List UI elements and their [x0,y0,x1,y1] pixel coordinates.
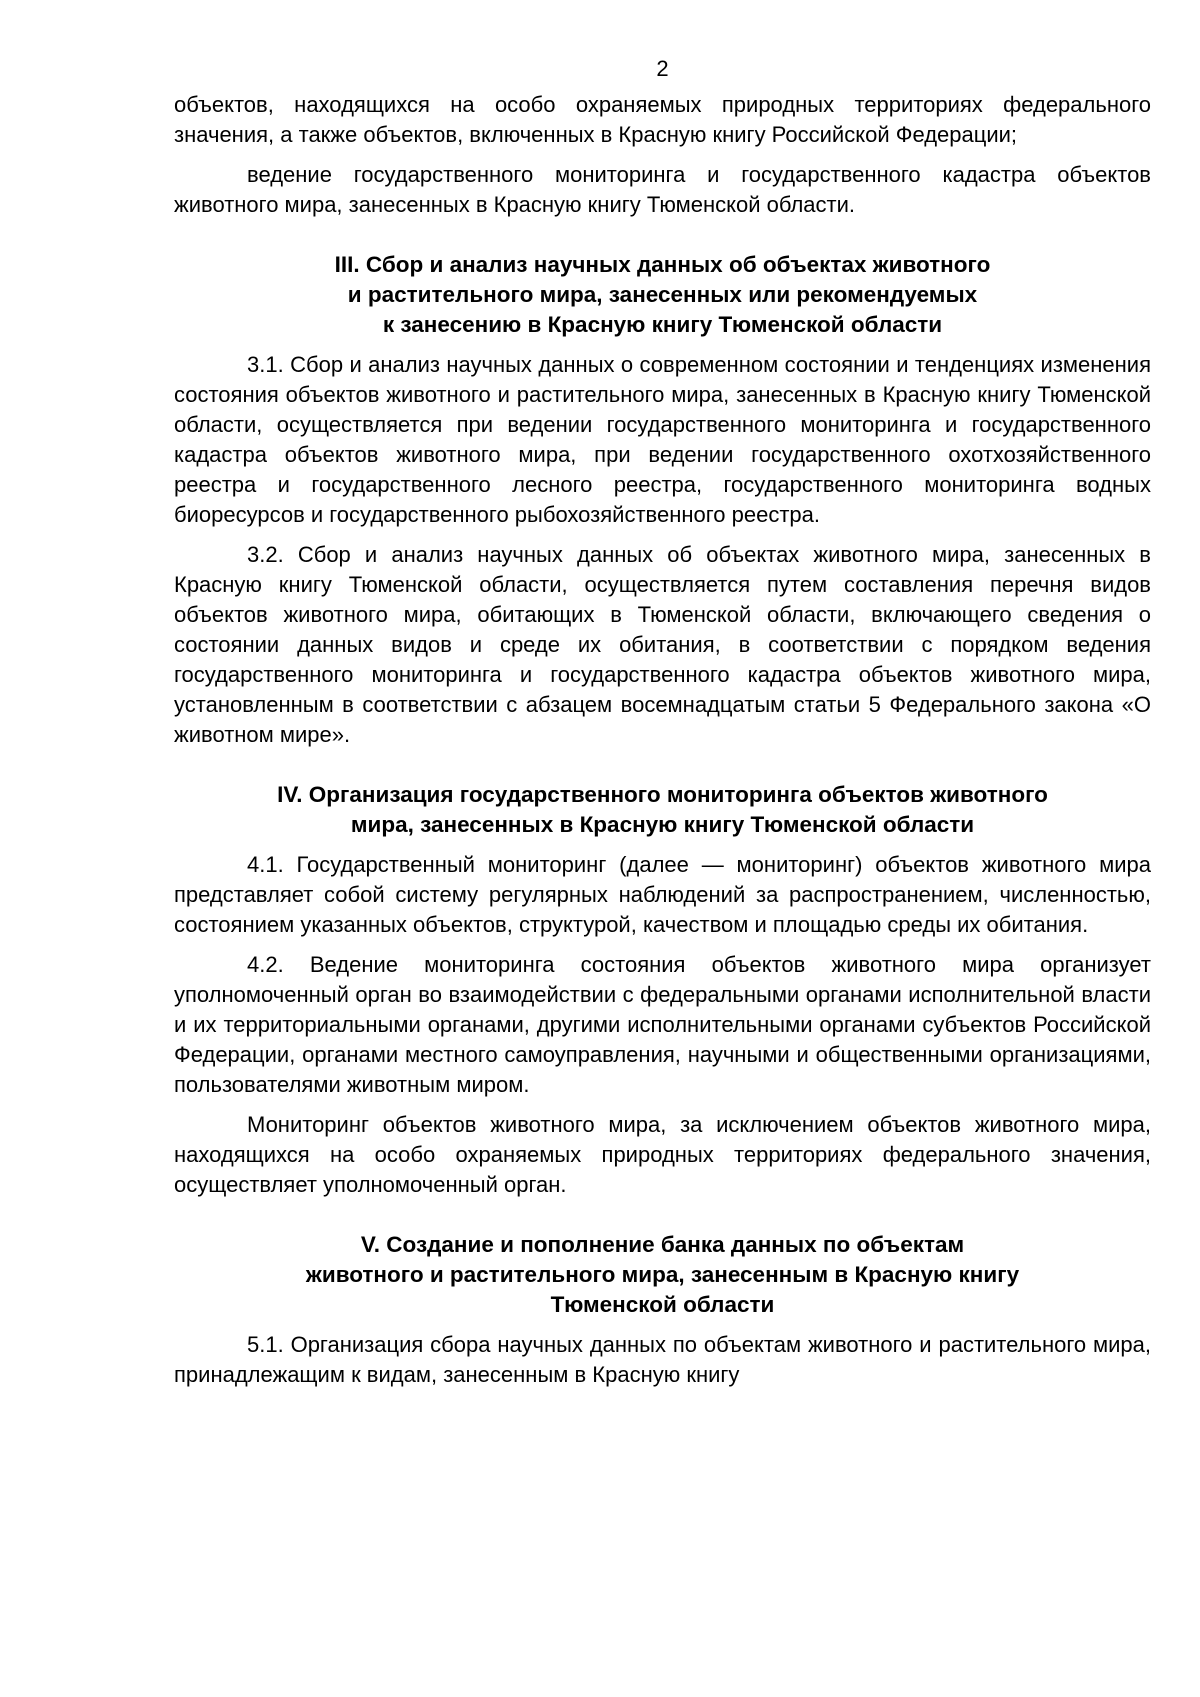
section-3-heading-line: III. Сбор и анализ научных данных об объектах животного [334,252,991,277]
paragraph-3-2: 3.2. Сбор и анализ научных данных об объектах животного мира, занесенных в Красную книгу Тюменской области, осуществляется путем составления перечня видов объектов животного мира, обитающих в Тюменской области, включающего сведения о состоянии данных видов и среде их обитания, в соответствии с порядком ведения государственного мониторинга и государственного кадастра объектов животного мира, установленным в соответствии с абзацем восемнадцатым статьи 5 Федерального закона «О животном мире». [174,542,1151,747]
spacer [174,750,1151,780]
paragraph-4-1: 4.1. Государственный мониторинг (далее — мониторинг) объектов животного мира представляет собой систему регулярных наблюдений за распространением, численностью, состоянием указанных объектов, структурой, качеством и площадью среды их обитания. [174,852,1151,937]
paragraph-5-1: 5.1. Организация сбора научных данных по объектам животного и растительного мира, принадлежащим к видам, занесенным в Красную книгу [174,1332,1151,1387]
section-5-heading-line: Тюменской области [550,1292,775,1317]
paragraph-intro-1: объектов, находящихся на особо охраняемых природных территориях федерального значения, а также объектов, включенных в Красную книгу Российской Федерации; [174,92,1151,147]
paragraph-4-2: 4.2. Ведение мониторинга состояния объектов животного мира организует уполномоченный орган во взаимодействии с федеральными органами исполнительной власти и их территориальными органами, другими исполнительными органами субъектов Российской Федерации, органами местного самоуправления, научными и общественными организациями, пользователями животным миром. [174,952,1151,1097]
section-5-heading [174,1230,1151,1320]
section-5-heading-line: V. Создание и пополнение банка данных по объектам [360,1232,965,1257]
section-4-heading [174,780,1151,840]
section-3-heading [174,250,1151,340]
paragraph-intro-2: ведение государственного мониторинга и государственного кадастра объектов животного мира, занесенных в Красную книгу Тюменской области. [174,162,1151,217]
section-5-heading-line: животного и растительного мира, занесенным в Красную книгу [305,1262,1020,1287]
page-number: 2 [656,56,669,81]
section-4-heading-line: IV. Организация государственного мониторинга объектов животного [277,782,1048,807]
paragraph-4-3: Мониторинг объектов животного мира, за исключением объектов животного мира, находящихся на особо охраняемых природных территориях федерального значения, осуществляет уполномоченный орган. [174,1112,1151,1197]
section-4-heading-line: мира, занесенных в Красную книгу Тюменской области [350,812,975,837]
paragraph-3-1: 3.1. Сбор и анализ научных данных о современном состоянии и тенденциях изменения состояния объектов животного и растительного мира, занесенных в Красную книгу Тюменской области, осуществляется при ведении государственного мониторинга и государственного кадастра объектов животного мира, при ведении государственного охотхозяйственного реестра и государственного лесного реестра, государственного мониторинга водных биоресурсов и государственного рыбохозяйственного реестра. [174,352,1151,527]
spacer [174,1200,1151,1230]
section-3-heading-line: к занесению в Красную книгу Тюменской области [382,312,943,337]
section-3-heading-line: и растительного мира, занесенных или рекомендуемых [347,282,978,307]
spacer [174,220,1151,250]
